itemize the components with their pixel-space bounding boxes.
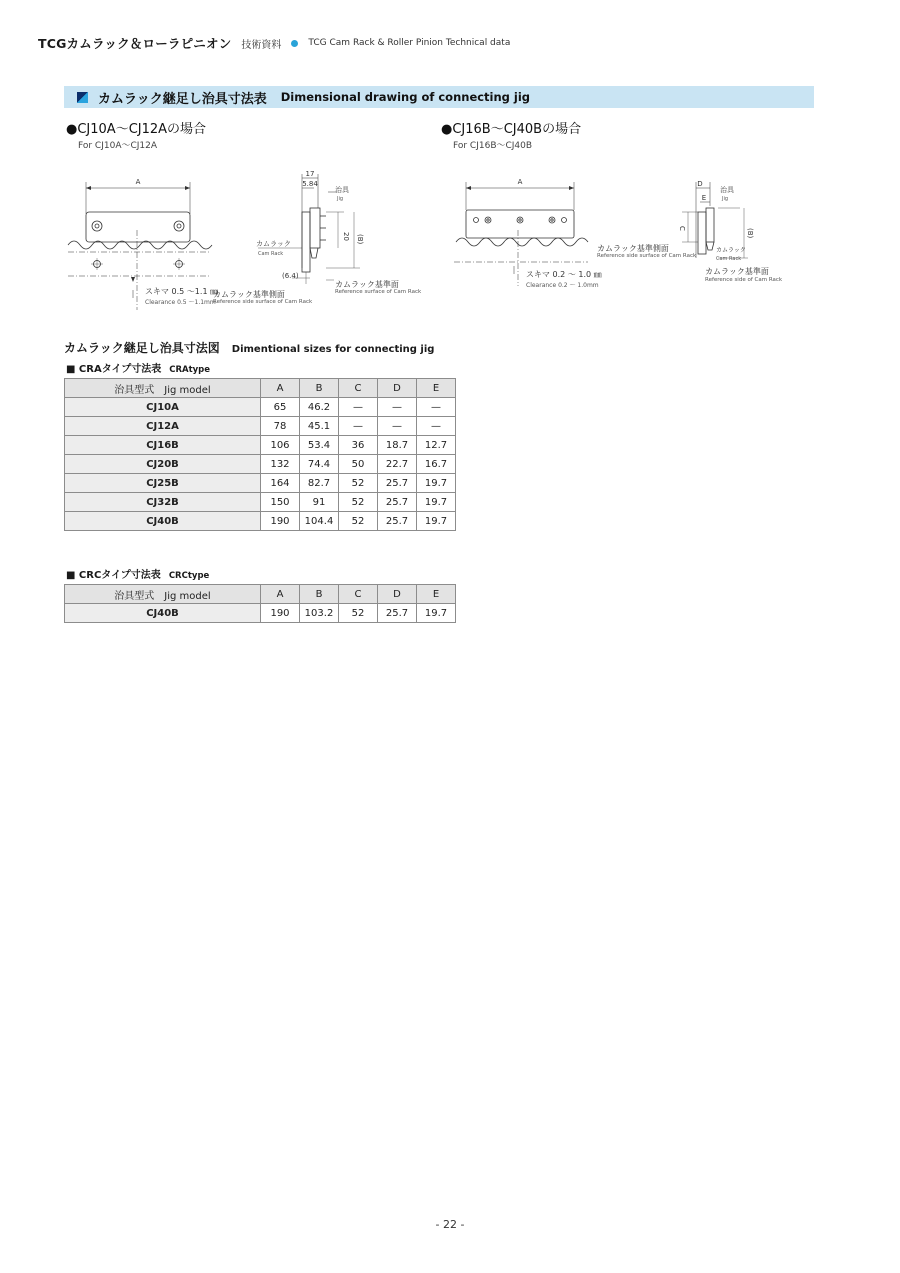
cra-label-en: CRAtype xyxy=(169,365,211,375)
column-header: C xyxy=(339,379,378,398)
case-a-dim-584: 5.84 xyxy=(302,180,318,188)
table-cell: 52 xyxy=(339,474,378,493)
table-cell: 25.7 xyxy=(378,512,417,531)
case-a-dim-b: (B) xyxy=(356,234,364,245)
table-cell: 22.7 xyxy=(378,455,417,474)
column-header: C xyxy=(339,585,378,604)
table-cell: 19.7 xyxy=(417,493,456,512)
case-b-refside-jp: カムラック基準側面 xyxy=(597,244,669,253)
case-a-dim-64: (6.4) xyxy=(282,272,299,280)
case-a-dim-17: 17 xyxy=(305,170,315,178)
table-cell: 65 xyxy=(261,398,300,417)
table-header-row xyxy=(65,379,456,398)
table-cell: 25.7 xyxy=(378,474,417,493)
case-a-rack-label-jp: カムラック xyxy=(256,240,291,248)
case-a-refsurf-en: Reference surface of Cam Rack xyxy=(335,289,422,295)
table-cell: CJ16B xyxy=(65,436,261,455)
case-a-jig-label-jp: 治具 xyxy=(335,186,349,194)
table-row xyxy=(65,604,456,623)
case-b-clearance-en: Clearance 0.2 〜 1.0mm xyxy=(526,282,599,289)
table-cell: 19.7 xyxy=(417,474,456,493)
column-header: D xyxy=(378,379,417,398)
table-cell: CJ40B xyxy=(65,604,261,623)
table-cell: 46.2 xyxy=(300,398,339,417)
table-cell: 104.4 xyxy=(300,512,339,531)
table-cell: 82.7 xyxy=(300,474,339,493)
case-a-clearance-en: Clearance 0.5 〜1.1mm xyxy=(145,299,216,306)
cra-dimension-table xyxy=(64,378,456,531)
case-b-dim-d: D xyxy=(697,180,703,188)
table-cell: 164 xyxy=(261,474,300,493)
case-a-clearance-jp: スキマ 0.5 〜1.1 ㎜ xyxy=(145,287,219,296)
crc-dimension-table xyxy=(64,584,456,623)
table-cell: CJ10A xyxy=(65,398,261,417)
column-header: E xyxy=(417,379,456,398)
brand-title: TCGカムラック＆ローラピニオン xyxy=(38,36,232,51)
table-cell: CJ32B xyxy=(65,493,261,512)
table-cell: 190 xyxy=(261,512,300,531)
table-cell: 52 xyxy=(339,604,378,623)
case-b-rack-label-en: Cam Rack xyxy=(716,256,742,262)
table-cell: 19.7 xyxy=(417,604,456,623)
table-row xyxy=(65,436,456,455)
column-header: 治具型式 Jig model xyxy=(65,585,261,604)
section-title-en: Dimensional drawing of connecting jig xyxy=(280,90,531,104)
table-cell: 12.7 xyxy=(417,436,456,455)
case-b-refside-en: Reference side surface of Cam Rack xyxy=(597,253,697,259)
crc-label-jp: ■ CRCタイプ寸法表 xyxy=(66,570,161,581)
table-cell: 19.7 xyxy=(417,512,456,531)
table-cell: 25.7 xyxy=(378,493,417,512)
bullet-dot-icon xyxy=(291,40,298,47)
section-square-icon xyxy=(77,92,88,103)
page-number: - 22 - xyxy=(435,1218,465,1231)
case-b-dim-b: (B) xyxy=(746,228,754,239)
column-header: B xyxy=(300,379,339,398)
table-cell: — xyxy=(417,398,456,417)
section-title-jp: カムラック継足し治具寸法表 xyxy=(98,91,267,107)
table-cell: 16.7 xyxy=(417,455,456,474)
column-header: B xyxy=(300,585,339,604)
section-title-bar xyxy=(64,86,814,108)
table-cell: 132 xyxy=(261,455,300,474)
table-cell: 103.2 xyxy=(300,604,339,623)
column-header: D xyxy=(378,585,417,604)
table-cell: CJ40B xyxy=(65,512,261,531)
table-cell: 25.7 xyxy=(378,604,417,623)
table-cell: 52 xyxy=(339,493,378,512)
case-b-rack-label-jp: カムラック xyxy=(716,247,746,254)
column-header: E xyxy=(417,585,456,604)
case-b-clearance-jp: スキマ 0.2 〜 1.0 ㎜ xyxy=(526,270,602,279)
table-cell: 50 xyxy=(339,455,378,474)
table-cell: 78 xyxy=(261,417,300,436)
table-row xyxy=(65,398,456,417)
case-b-refsurf-jp: カムラック基準面 xyxy=(705,267,769,276)
case-b-dim-e: E xyxy=(701,194,707,202)
table-cell: — xyxy=(378,398,417,417)
table-cell: CJ20B xyxy=(65,455,261,474)
crc-label-en: CRCtype xyxy=(168,571,210,581)
table-cell: 52 xyxy=(339,512,378,531)
case-b-jig-label-jp: 治具 xyxy=(720,186,734,194)
table-cell: — xyxy=(339,417,378,436)
case-a-dim-20: 20 xyxy=(342,232,350,241)
table-row xyxy=(65,493,456,512)
case-b-jig-label-en: Jig xyxy=(722,196,729,202)
table-header-row xyxy=(65,585,456,604)
case-a-jig-label-en: Jig xyxy=(337,196,344,202)
table-row xyxy=(65,474,456,493)
table-cell: 45.1 xyxy=(300,417,339,436)
table-row xyxy=(65,455,456,474)
case-a-refside-jp: カムラック基準側面 xyxy=(213,290,285,299)
table-cell: 190 xyxy=(261,604,300,623)
table-cell: 74.4 xyxy=(300,455,339,474)
table-cell: 91 xyxy=(300,493,339,512)
cra-type-label xyxy=(66,360,210,375)
column-header: A xyxy=(261,379,300,398)
case-a-refside-en: Reference side surface of Cam Rack xyxy=(213,299,313,305)
case-b-dim-c: C xyxy=(678,226,686,231)
tables-heading xyxy=(64,339,434,356)
header-english: TCG Cam Rack & Roller Pinion Technical data xyxy=(308,38,511,48)
case-b-title: ●CJ16B〜CJ40Bの場合 xyxy=(441,122,582,137)
case-b-side-view-drawing xyxy=(668,176,768,276)
case-a-subtitle: For CJ10A〜CJ12A xyxy=(78,141,158,151)
case-a-rack-label-en: Cam Rack xyxy=(258,251,284,257)
table-cell: CJ25B xyxy=(65,474,261,493)
case-a-dim-a: A xyxy=(135,178,141,186)
table-cell: — xyxy=(378,417,417,436)
crc-type-label xyxy=(66,566,209,581)
table-cell: CJ12A xyxy=(65,417,261,436)
case-b-refsurf-en: Reference side of Cam Rack xyxy=(705,277,783,283)
table-cell: 18.7 xyxy=(378,436,417,455)
case-b-dim-a: A xyxy=(517,178,523,186)
table-cell: 53.4 xyxy=(300,436,339,455)
tables-heading-jp: カムラック継足し治具寸法図 xyxy=(64,341,220,355)
case-b-subtitle: For CJ16B〜CJ40B xyxy=(453,141,533,151)
column-header: A xyxy=(261,585,300,604)
table-row xyxy=(65,512,456,531)
column-header: 治具型式 Jig model xyxy=(65,379,261,398)
page-header xyxy=(38,34,510,52)
table-cell: — xyxy=(339,398,378,417)
case-a-title: ●CJ10A〜CJ12Aの場合 xyxy=(66,122,207,137)
table-row xyxy=(65,417,456,436)
table-cell: 106 xyxy=(261,436,300,455)
table-cell: — xyxy=(417,417,456,436)
cra-label-jp: ■ CRAタイプ寸法表 xyxy=(66,364,162,375)
case-a-refsurf-jp: カムラック基準面 xyxy=(335,280,399,289)
tables-heading-en: Dimentional sizes for connecting jig xyxy=(231,344,435,355)
table-cell: 36 xyxy=(339,436,378,455)
table-cell: 150 xyxy=(261,493,300,512)
header-subtitle: 技術資料 xyxy=(241,39,282,51)
